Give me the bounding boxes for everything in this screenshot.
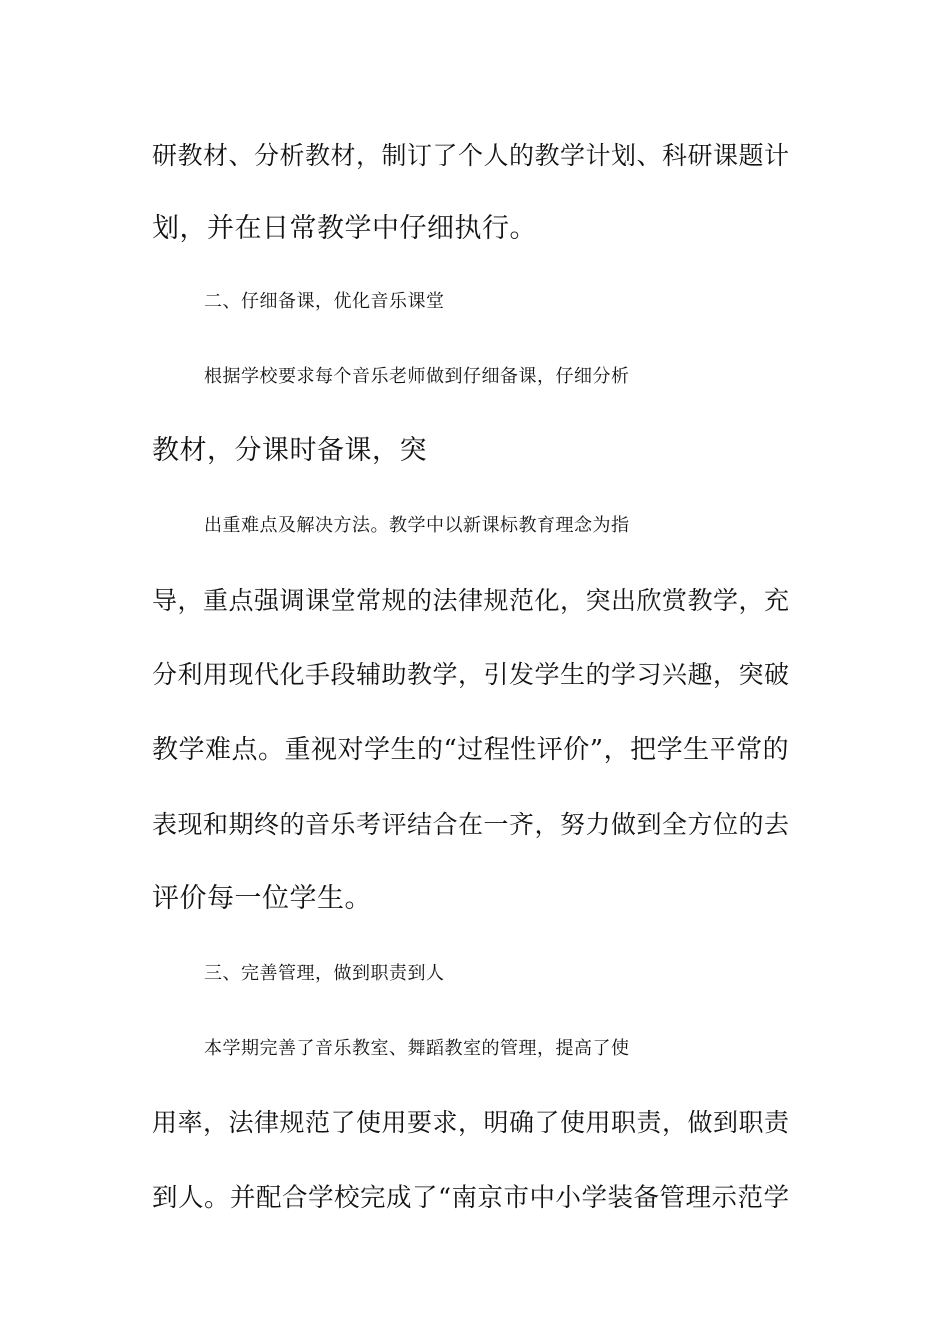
paragraph-line: 出重难点及解决方法。教学中以新课标教育理念为指: [204, 515, 630, 536]
paragraph-line: 导，重点强调课堂常规的法律规范化，突出欣赏教学，充: [152, 586, 790, 615]
paragraph-line: 划，并在日常教学中仔细执行。: [152, 213, 537, 244]
paragraph-line: 分利用现代化手段辅助教学，引发学生的学习兴趣，突破: [152, 660, 790, 689]
paragraph-line: 研教材、分析教材，制订了个人的教学计划、科研课题计: [152, 141, 790, 170]
section-heading: 三、完善管理，做到职责到人: [204, 963, 445, 984]
paragraph-line: 表现和期终的音乐考评结合在一齐，努力做到全方位的去: [152, 810, 790, 839]
paragraph-line: 评价每一位学生。: [152, 883, 372, 914]
paragraph-line: 到人。并配合学校完成了“南京市中小学装备管理示范学: [152, 1183, 790, 1213]
paragraph-line: 根据学校要求每个音乐老师做到仔细备课，仔细分析: [204, 366, 630, 387]
paragraph-line: 教学难点。重视对学生的“过程性评价”，把学生平常的: [152, 735, 790, 765]
paragraph-line: 本学期完善了音乐教室、舞蹈教室的管理，提高了使: [204, 1038, 630, 1059]
paragraph-line: 用率，法律规范了使用要求，明确了使用职责，做到职责: [152, 1108, 790, 1137]
section-heading: 二、仔细备课，优化音乐课堂: [204, 291, 445, 312]
paragraph-line: 教材，分课时备课，突: [152, 435, 427, 466]
